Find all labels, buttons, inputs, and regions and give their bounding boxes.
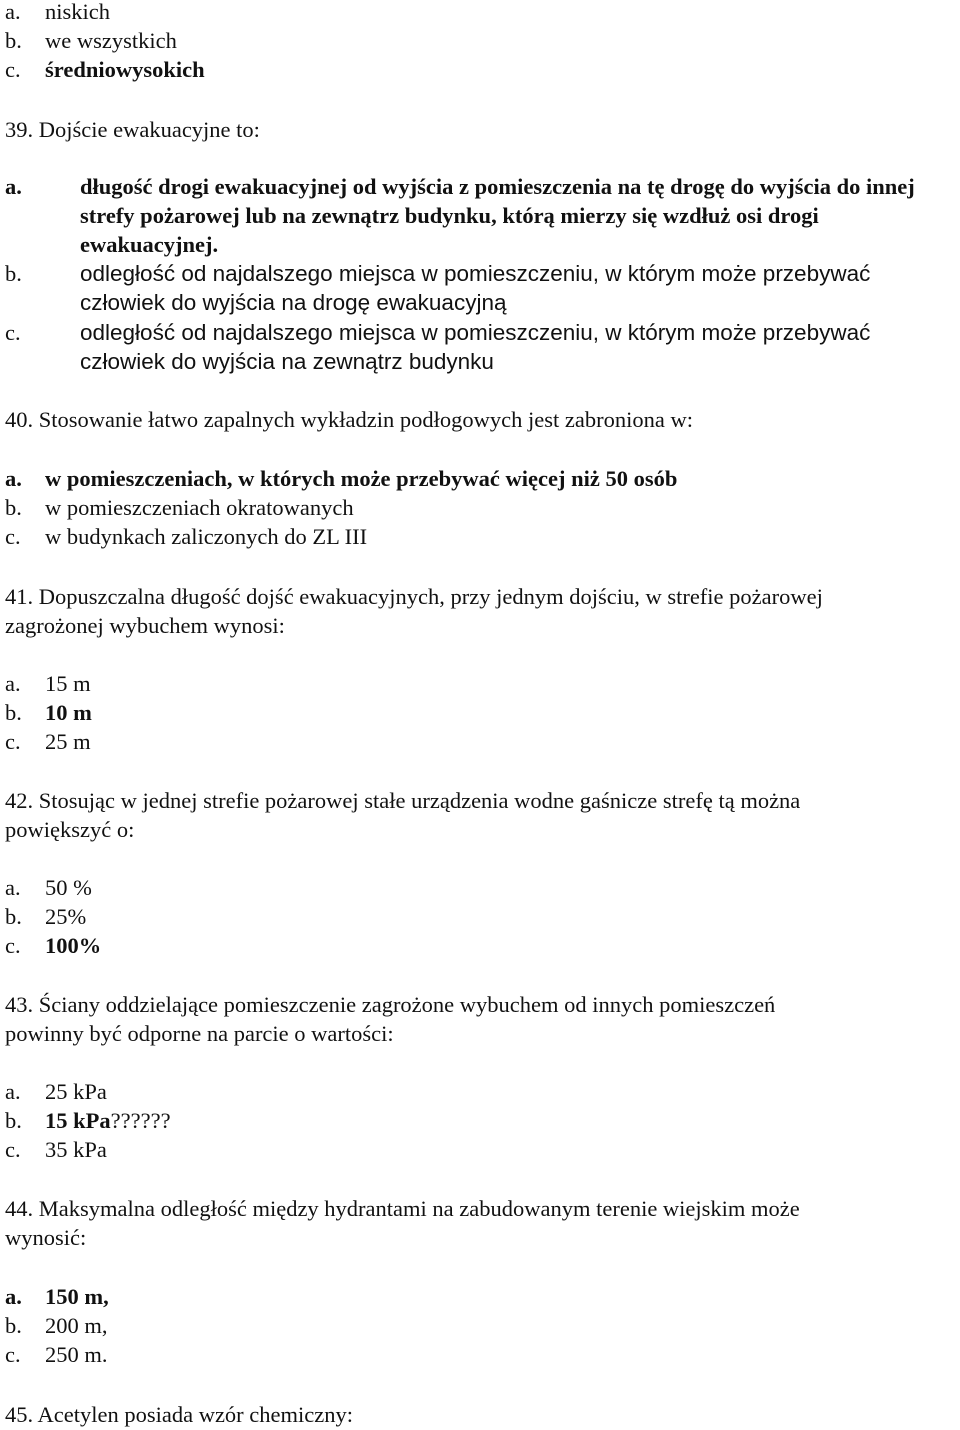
option-text: we wszystkich — [45, 28, 177, 53]
question-44-line1: 44. Maksymalna odległość między hydrantami na zabudowanym terenie wiejskim może — [5, 1196, 800, 1221]
q40-option-a — [5, 464, 677, 493]
option-text: średniowysokich — [45, 57, 205, 82]
option-marker: b. — [5, 700, 22, 725]
q41-option-c — [5, 727, 91, 756]
q42-option-c — [5, 931, 101, 960]
option-text: 100% — [45, 933, 102, 958]
question-45: 45. Acetylen posiada wzór chemiczny: — [5, 1402, 354, 1427]
q43-option-a — [5, 1077, 107, 1106]
q39-option-c-text: odległość od najdalszego miejsca w pomieszczeniu, w którym może przebywać człowiek do wyjścia na zewnątrz budynku — [80, 320, 871, 374]
option-text: 25 kPa — [45, 1079, 107, 1104]
option-marker: b. — [5, 904, 22, 929]
q44-option-a — [5, 1282, 109, 1311]
q39-option-b-text: odległość od najdalszego miejsca w pomieszczeniu, w którym może przebywać człowiek do wyjścia na drogę ewakuacyjną — [80, 261, 871, 315]
q39-option-a-marker: a. — [5, 174, 22, 199]
question-43-line2: powinny być odporne na parcie o wartości: — [5, 1021, 394, 1046]
option-c — [5, 55, 205, 84]
option-marker: a. — [5, 0, 21, 24]
q40-option-c — [5, 522, 367, 551]
option-marker: c. — [5, 1342, 21, 1367]
question-42-line2: powiększyć o: — [5, 817, 135, 842]
q39-option-a-text: długość drogi ewakuacyjnej od wyjścia z pomieszczenia na tę drogę do wyjścia do innej strefy pożarowej lub na zewnątrz budynku, którą mierzy się wzdłuż osi drogi ewakuacyjnej. — [80, 174, 915, 257]
option-marker: c. — [5, 524, 21, 549]
option-b — [5, 26, 177, 55]
option-text: 250 m. — [45, 1342, 108, 1367]
option-text-bold: 15 kPa — [45, 1108, 111, 1133]
option-text-suffix: ?????? — [110, 1108, 171, 1133]
q43-option-c — [5, 1135, 107, 1164]
q40-option-b — [5, 493, 354, 522]
option-marker: a. — [5, 671, 21, 696]
option-text: 35 kPa — [45, 1137, 107, 1162]
option-marker: c. — [5, 933, 21, 958]
option-text: 150 m, — [45, 1284, 109, 1309]
question-41-line2: zagrożonej wybuchem wynosi: — [5, 613, 285, 638]
q41-option-b — [5, 698, 92, 727]
question-41-line1: 41. Dopuszczalna długość dojść ewakuacyjnych, przy jednym dojściu, w strefie pożarowej — [5, 584, 823, 609]
option-marker: a. — [5, 1284, 22, 1309]
q44-option-c — [5, 1340, 108, 1369]
q42-option-a — [5, 873, 92, 902]
option-text: 25 m — [45, 729, 91, 754]
option-text: 10 m — [45, 700, 92, 725]
q42-option-b — [5, 902, 86, 931]
option-text: 200 m, — [45, 1313, 108, 1338]
question-44-line2: wynosić: — [5, 1225, 87, 1250]
q44-option-b — [5, 1311, 108, 1340]
option-text: w pomieszczeniach, w których może przebywać więcej niż 50 osób — [45, 466, 678, 491]
q41-option-a — [5, 669, 91, 698]
option-marker: a. — [5, 1079, 21, 1104]
option-marker: c. — [5, 1137, 21, 1162]
option-marker: a. — [5, 466, 22, 491]
q39-option-c-marker: c. — [5, 320, 21, 345]
option-marker: b. — [5, 1108, 22, 1133]
q39-option-b-marker: b. — [5, 261, 22, 286]
option-a — [5, 0, 110, 26]
option-marker: b. — [5, 1313, 22, 1338]
option-text: 50 % — [45, 875, 92, 900]
option-marker: b. — [5, 495, 22, 520]
question-43-line1: 43. Ściany oddzielające pomieszczenie zagrożone wybuchem od innych pomieszczeń — [5, 992, 776, 1017]
option-text: 25% — [45, 904, 87, 929]
option-text: w pomieszczeniach okratowanych — [45, 495, 354, 520]
question-40: 40. Stosowanie łatwo zapalnych wykładzin podłogowych jest zabroniona w: — [5, 407, 693, 432]
option-marker: b. — [5, 28, 22, 53]
question-39: 39. Dojście ewakuacyjne to: — [5, 117, 260, 142]
q43-option-b — [5, 1106, 171, 1135]
option-marker: c. — [5, 57, 21, 82]
option-text: niskich — [45, 0, 110, 24]
option-text: 15 m — [45, 671, 91, 696]
option-text: w budynkach zaliczonych do ZL III — [45, 524, 368, 549]
option-marker: c. — [5, 729, 21, 754]
question-42-line1: 42. Stosując w jednej strefie pożarowej stałe urządzenia wodne gaśnicze strefę tą można — [5, 788, 801, 813]
option-marker: a. — [5, 875, 21, 900]
